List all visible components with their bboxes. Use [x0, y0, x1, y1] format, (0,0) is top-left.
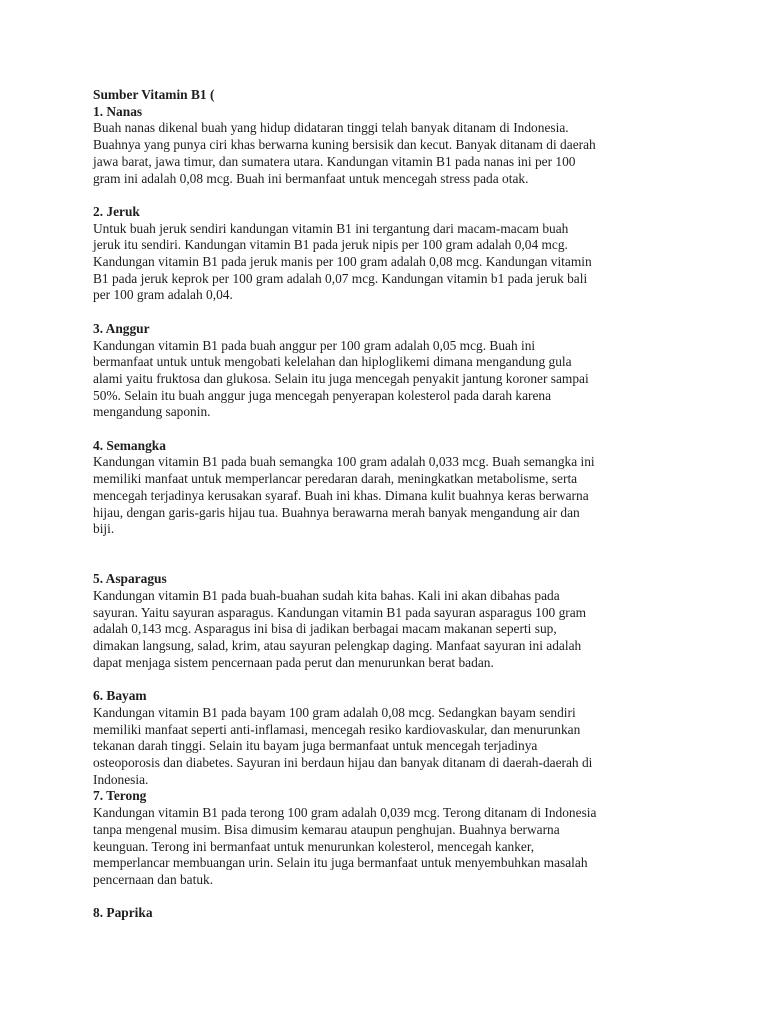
section-anggur — [93, 321, 683, 421]
section-bayam — [93, 688, 683, 788]
blank-line — [93, 421, 683, 438]
blank-line — [93, 304, 683, 321]
paragraph-line: Kandungan vitamin B1 pada terong 100 gram adalah 0,039 mcg. Terong ditanam di Indonesia — [93, 805, 597, 821]
section-jeruk — [93, 204, 683, 304]
paragraph-line: mencegah terjadinya kerusakan syaraf. Buah ini khas. Dimana kulit buahnya keras berwarna — [93, 487, 589, 503]
paragraph-line: per 100 gram adalah 0,04. — [93, 287, 233, 303]
paragraph-line: Kandungan vitamin B1 pada jeruk manis per 100 gram adalah 0,08 mcg. Kandungan vitamin — [93, 254, 592, 270]
paragraph-line: memiliki manfaat untuk memperlancar peredaran darah, meningkatkan metabolisme, serta — [93, 471, 578, 487]
blank-line — [93, 187, 683, 204]
section-heading: 4. Semangka — [93, 437, 166, 453]
blank-line — [93, 672, 683, 689]
paragraph-line: adalah 0,143 mcg. Asparagus ini bisa di jadikan berbagai macam makanan seperti sup, — [93, 621, 557, 637]
section-paprika — [93, 905, 683, 922]
blank-line — [93, 889, 683, 906]
section-heading: 6. Bayam — [93, 688, 147, 704]
paragraph-line: biji. — [93, 521, 115, 537]
paragraph-line: memperlancar membuangan urin. Selain itu juga bermanfaat untuk menyembuhkan masalah — [93, 855, 588, 871]
paragraph-line: Indonesia. — [93, 771, 149, 787]
paragraph-line: Kandungan vitamin B1 pada buah-buahan sudah kita bahas. Kali ini akan dibahas pada — [93, 588, 560, 604]
blank-line — [93, 538, 683, 571]
paragraph-line: sayuran. Yaitu sayuran asparagus. Kandungan vitamin B1 pada sayuran asparagus 100 gram — [93, 604, 587, 620]
paragraph-line: Kandungan vitamin B1 pada buah semangka 100 gram adalah 0,033 mcg. Buah semangka ini — [93, 454, 595, 470]
paragraph-line: bermanfaat untuk untuk mengobati kelelahan dan hiploglikemi dimana mengandung gula — [93, 354, 572, 370]
section-heading: 7. Terong — [93, 788, 147, 804]
paragraph-line: osteoporosis dan diabetes. Sayuran ini berdaun hijau dan banyak ditanam di daerah-daerah di — [93, 755, 593, 771]
section-semangka — [93, 438, 683, 538]
paragraph-line: Buahnya yang punya ciri khas berwarna kuning bersisik dan kecut. Banyak ditanam di daerah — [93, 137, 596, 153]
section-heading: 8. Paprika — [93, 905, 153, 921]
section-asparagus — [93, 571, 683, 671]
paragraph-line: hijau, dengan garis-garis hijau tua. Buahnya berawarna merah banyak mengandung air dan — [93, 504, 580, 520]
section-nanas — [93, 104, 683, 188]
paragraph-line: keunguan. Terong ini bermanfaat untuk menurunkan kolesterol, mencegah kanker, — [93, 838, 535, 854]
paragraph-line: B1 pada jeruk keprok per 100 gram adalah 0,07 mcg. Kandungan vitamin b1 pada jeruk bali — [93, 270, 588, 286]
paragraph-line: tekanan darah tinggi. Selain itu bayam juga bermanfaat untuk mencegah terjadinya — [93, 738, 538, 754]
paragraph-line: Kandungan vitamin B1 pada buah anggur per 100 gram adalah 0,05 mcg. Buah ini — [93, 337, 536, 353]
paragraph-line: dapat menjaga sistem pencernaan pada perut dan menurunkan berat badan. — [93, 654, 494, 670]
paragraph-line: jeruk itu sendiri. Kandungan vitamin B1 pada jeruk nipis per 100 gram adalah 0,04 mcg. — [93, 237, 568, 253]
document-page — [93, 87, 683, 922]
section-heading: 1. Nanas — [93, 103, 143, 119]
paragraph-line: dimakan langsung, salad, krim, atau sayuran pelengkap daging. Manfaat sayuran ini adalah — [93, 638, 582, 654]
document-title: Sumber Vitamin B1 ( — [93, 87, 215, 102]
paragraph-line: gram ini adalah 0,08 mcg. Buah ini bermanfaat untuk mencegah stress pada otak. — [93, 170, 529, 186]
paragraph-line: mengandung saponin. — [93, 404, 211, 420]
section-terong — [93, 788, 683, 888]
paragraph-line: alami yaitu fruktosa dan glukosa. Selain itu juga mencegah penyakit jantung koroner sampai — [93, 370, 589, 386]
paragraph-line: Untuk buah jeruk sendiri kandungan vitamin B1 ini tergantung dari macam-macam buah — [93, 220, 569, 236]
section-heading: 5. Asparagus — [93, 571, 167, 587]
paragraph-line: Buah nanas dikenal buah yang hidup didataran tinggi telah banyak ditanam di Indonesia. — [93, 120, 569, 136]
paragraph-line: jawa barat, jawa timur, dan sumatera utara. Kandungan vitamin B1 pada nanas ini per 100 — [93, 153, 576, 169]
paragraph-line: memiliki manfaat seperti anti-inflamasi, mencegah resiko kardiovaskular, dan menurunkan — [93, 721, 581, 737]
paragraph-line: Kandungan vitamin B1 pada bayam 100 gram adalah 0,08 mcg. Sedangkan bayam sendiri — [93, 704, 576, 720]
paragraph-line: 50%. Selain itu buah anggur juga mencegah penyerapan kolesterol pada darah karena — [93, 387, 552, 403]
section-heading: 2. Jeruk — [93, 203, 140, 219]
paragraph-line: tanpa mengenal musim. Bisa dimusim kemarau ataupun penghujan. Buahnya berwarna — [93, 821, 560, 837]
paragraph-line: pencernaan dan batuk. — [93, 871, 214, 887]
section-heading: 3. Anggur — [93, 320, 150, 336]
